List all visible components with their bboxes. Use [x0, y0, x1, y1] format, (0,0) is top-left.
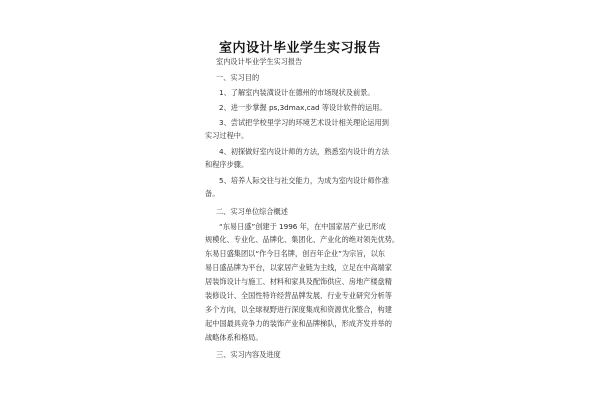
section2-paragraph-line: 战略体系和格局。 [205, 333, 263, 342]
page-title: 室内设计毕业学生实习报告 [218, 41, 381, 56]
section1-heading: 一、实习目的 [216, 73, 260, 82]
section2-paragraph-line: 规模化、专业化、品牌化、集团化、产业化的绝对领先优势。 [205, 235, 400, 244]
section1-item: 5、培养人际交往与社交能力，为成为室内设计师作准 [219, 176, 389, 185]
section2-paragraph-line: 多个方向，以全球视野进行深度集成和资源优化整合，构建 [205, 305, 392, 314]
section2-paragraph-line: 东易日盛集团以“作今日名牌，创百年企业”为宗旨，以东 [205, 249, 385, 258]
section2-paragraph-line: “东易日盛”创建于 1996 年，在中国家居产业已形成 [219, 222, 386, 231]
section2-heading: 二、实习单位综合概述 [216, 207, 288, 216]
section1-item-continued: 和程序步骤。 [205, 160, 249, 169]
section2-paragraph-line: 易日盛品牌为平台，以家居产业链为主线，立足在中高端家 [205, 263, 392, 272]
subtitle: 室内设计毕业学生实习报告 [216, 57, 303, 66]
section2-paragraph-line: 居装饰设计与施工、材料和家具及配饰供应、房地产楼盘精 [205, 277, 392, 286]
section1-item: 1、了解室内装潢设计在德州的市场现状及前景。 [219, 88, 375, 97]
section1-item-continued: 实习过程中。 [205, 131, 249, 140]
section1-item-continued: 备。 [205, 189, 220, 198]
section1-item: 3、尝试把学校里学习的环境艺术设计相关理论运用到 [219, 118, 389, 127]
section2-paragraph-line: 装修设计、全国性特许经营品牌发展、行业专业研究分析等 [205, 291, 392, 300]
section2-paragraph-line: 起中国最具竞争力的装饰产业和品牌梯队，形成齐发并举的 [205, 319, 392, 328]
section1-item: 4、初探做好室内设计师的方法，熟悉室内设计的方法 [219, 147, 389, 156]
section3-heading: 三、实习内容及进度 [216, 350, 281, 359]
section1-item: 2、进一步掌握 ps,3dmax,cad 等设计软件的运用。 [219, 103, 387, 112]
